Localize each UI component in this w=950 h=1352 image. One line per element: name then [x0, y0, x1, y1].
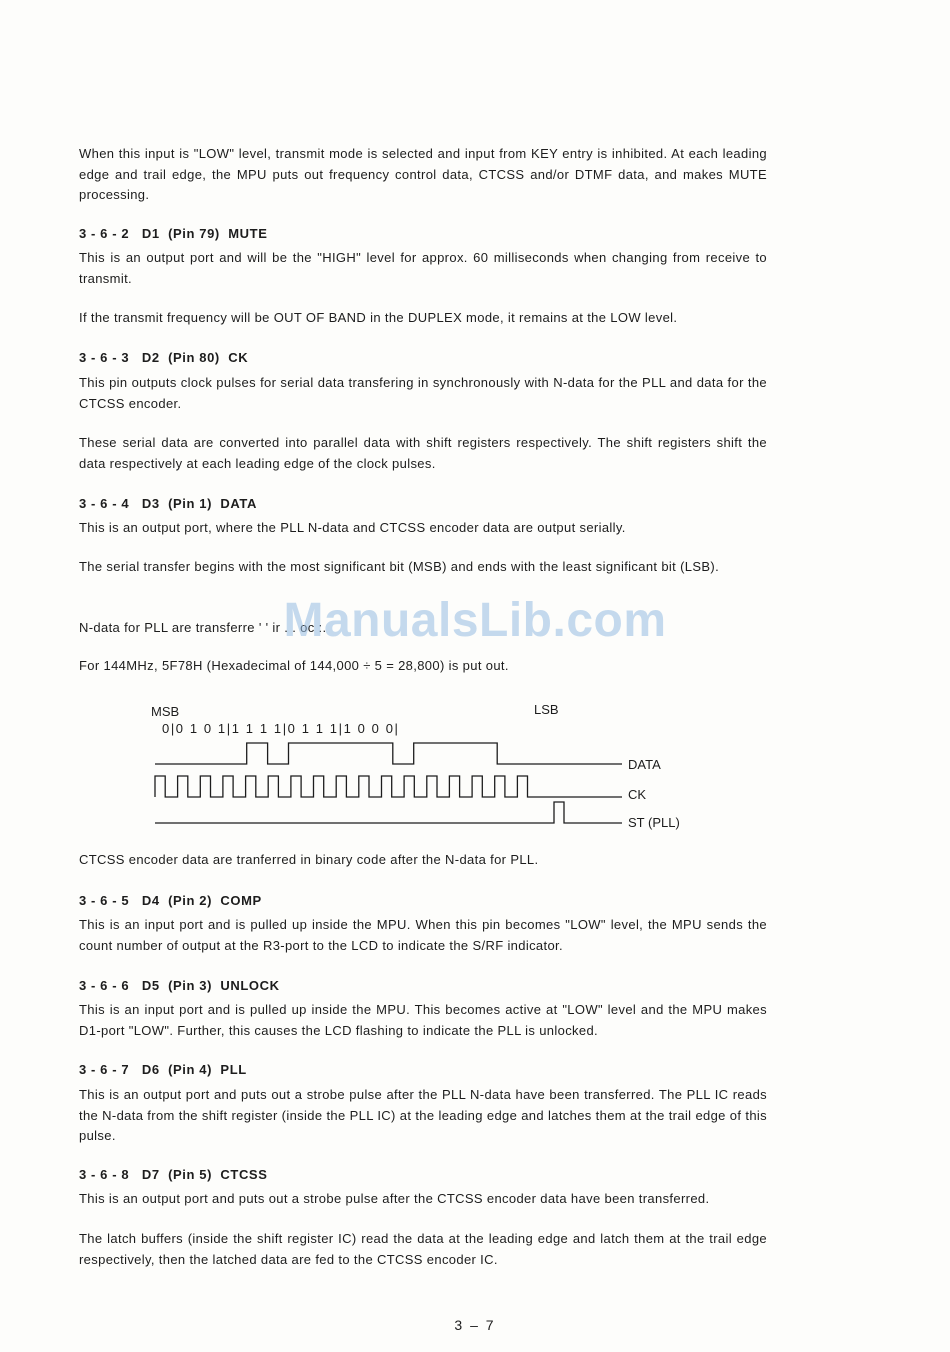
clock-line: [155, 776, 622, 797]
ck-description: This pin outputs clock pulses for serial data transfering in synchronously with N-data for the PLL and data for the CTCSS encoder.: [79, 375, 767, 411]
section-heading-3-6-5: 3 - 6 - 5 D4 (Pin 2) COMP: [79, 893, 262, 908]
mute-out-of-band-note: If the transmit frequency will be OUT OF BAND in the DUPLEX mode, it remains at the LOW level.: [79, 310, 678, 325]
ctcss-binary-note: CTCSS encoder data are tranferred in binary code after the N-data for PLL.: [79, 852, 539, 867]
timing-diagram: [140, 698, 720, 838]
watermark: ManualsLib.com: [283, 594, 667, 647]
section-heading-3-6-6: 3 - 6 - 6 D5 (Pin 3) UNLOCK: [79, 978, 280, 993]
latch-buffer-note: The latch buffers (inside the shift register IC) read the data at the leading edge and latch them at the trail edge respectively, then the latched data are fed to the CTCSS encoder IC.: [79, 1231, 767, 1267]
strobe-waveform: [155, 802, 622, 823]
intro-paragraph: When this input is "LOW" level, transmit mode is selected and input from KEY entry is inhibited. At each leading edge and trail edge, the MPU puts out frequency control data, CTCSS and/or DTMF data, and makes MUTE processing.: [79, 146, 767, 202]
data-waveform: [155, 743, 622, 764]
mute-description: This is an output port and will be the "HIGH" level for approx. 60 milliseconds when changing from receive to transmit.: [79, 250, 767, 286]
page-number: 3 – 7: [454, 1317, 496, 1333]
data-description: This is an output port, where the PLL N-data and CTCSS encoder data are output serially.: [79, 520, 626, 535]
ctcss-strobe-description: This is an output port and puts out a strobe pulse after the CTCSS encoder data have been transferred.: [79, 1191, 710, 1206]
section-heading-3-6-4: 3 - 6 - 4 D3 (Pin 1) DATA: [79, 496, 257, 511]
section-heading-3-6-3: 3 - 6 - 3 D2 (Pin 80) CK: [79, 350, 249, 365]
signal-label-st: ST (PLL): [628, 815, 680, 830]
serial-transfer-note: The serial transfer begins with the most significant bit (MSB) and ends with the least significant bit (LSB).: [79, 559, 720, 574]
signal-label-ck: CK: [628, 787, 647, 802]
section-heading-3-6-2: 3 - 6 - 2 D1 (Pin 79) MUTE: [79, 226, 268, 241]
shift-register-note: These serial data are converted into parallel data with shift registers respectively. The shift registers shift the data respectively at each leading edge of the clock pulses.: [79, 435, 767, 471]
data-line: [155, 743, 622, 764]
hex-example: For 144MHz, 5F78H (Hexadecimal of 144,000 ÷ 5 = 28,800) is put out.: [79, 658, 509, 673]
unlock-description: This is an input port and is pulled up inside the MPU. This becomes active at "LOW" level and the MPU makes D1-port "LOW". Further, this causes the LCD flashing to indicate the PLL is unlocked.: [79, 1002, 767, 1038]
signal-label-data: DATA: [628, 757, 661, 772]
timing-diagram-svg: [140, 698, 720, 838]
bit-sequence: 0|0 1 0 1|1 1 1 1|0 1 1 1|1 0 0 0|: [162, 721, 400, 736]
section-heading-3-6-7: 3 - 6 - 7 D6 (Pin 4) PLL: [79, 1062, 247, 1077]
strobe-line: [155, 802, 622, 823]
lsb-label: LSB: [534, 702, 559, 717]
n-data-note: N-data for PLL are transferre ' ' ir . . oc :.: [79, 620, 327, 635]
msb-label: MSB: [151, 704, 180, 719]
pll-description: This is an output port and puts out a strobe pulse after the PLL N-data have been transferred. The PLL IC reads the N-data from the shift register (inside the PLL IC) at the leading edge and latches them at the trail edge of this pulse.: [79, 1087, 767, 1143]
section-heading-3-6-8: 3 - 6 - 8 D7 (Pin 5) CTCSS: [79, 1167, 268, 1182]
clock-waveform: [155, 776, 622, 797]
comp-description: This is an input port and is pulled up inside the MPU. When this pin becomes "LOW" level, the MPU sends the count number of output at the R3-port to the LCD to indicate the S/RF indicator.: [79, 917, 767, 953]
